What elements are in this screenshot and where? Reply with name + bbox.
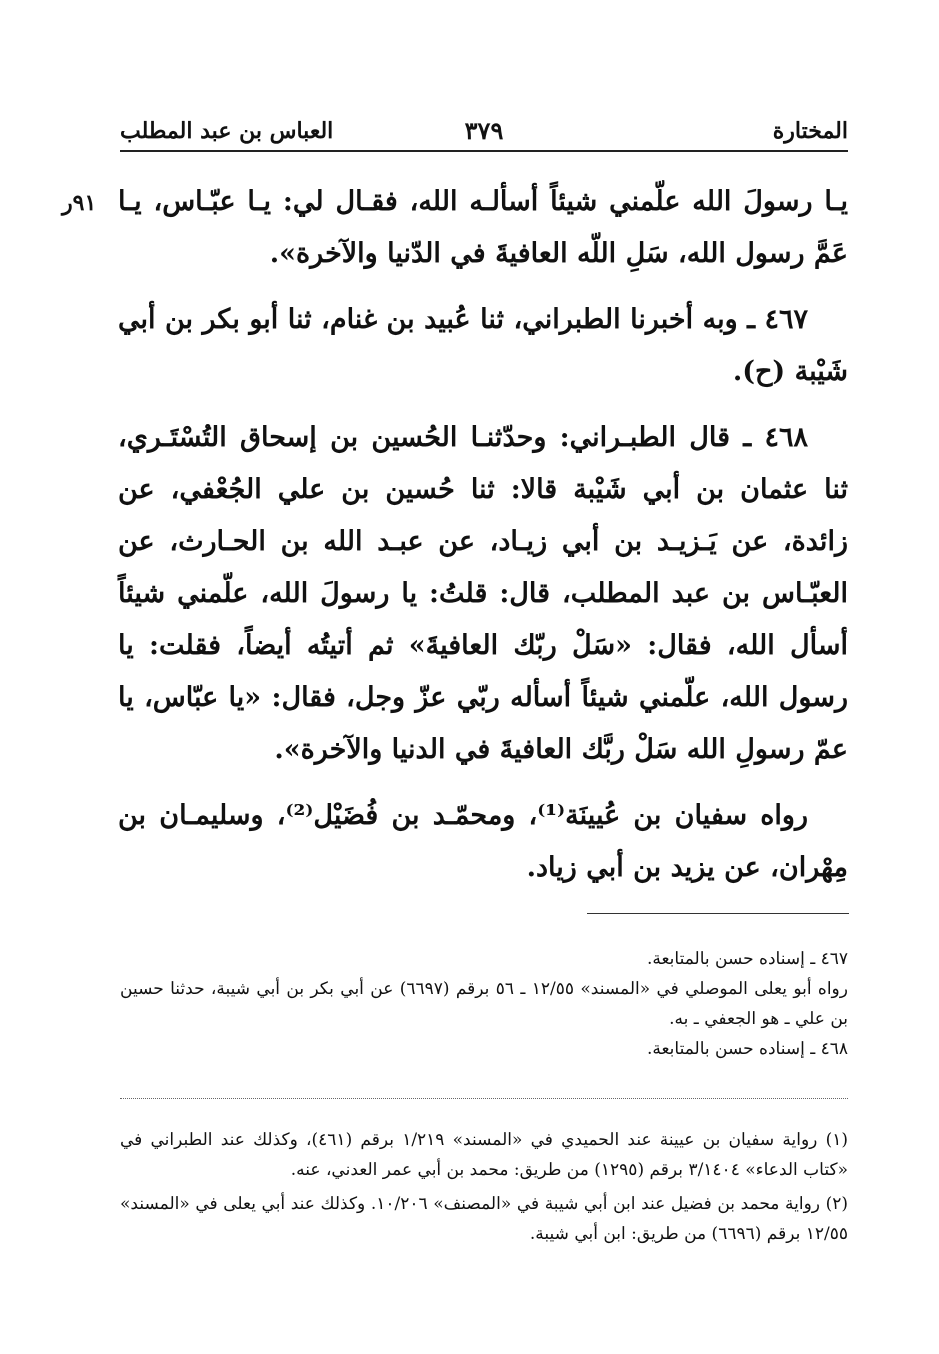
footnote-2: (٢) رواية محمد بن فضيل عند ابن أبي شيبة في «المصنف» ١٠/٢٠٦. وكذلك عند أبي يعلى في «المسند» ١٢/٥٥ برقم (٦٦٩٦) من طريق: ابن أبي شيبة. xyxy=(120,1194,848,1244)
footnote-1: (١) رواية سفيان بن عيينة عند الحميدي في «المسند» ١/٢١٩ برقم (٤٦١)، وكذلك عند الطبراني في «كتاب الدعاء» ٣/١٤٠٤ برقم (١٢٩٥) من طريق: محمد بن أبي عمر العدني، عنه. xyxy=(120,1130,848,1180)
header-chapter-title: العباس بن عبد المطلب xyxy=(120,118,334,144)
note-line: ٤٦٨ ـ إسناده حسن بالمتابعة. xyxy=(646,1039,848,1059)
header-book-title: المختارة xyxy=(772,118,848,144)
footnotes xyxy=(120,1125,848,1253)
hadith-468: ٤٦٨ ـ قال الطبـراني: وحدّثنـا الحُسين بن إسحاق التُسْتَـري، ثنا عثمان بن أبي شَيْبة قالا: ثنا حُسين بن علي الجُعْفي، عن زائدة، عن يَـزيـد بن أبي زيـاد، عن عبـد الله بن الحـارث، عن العبّـاس بن عبد المطلب، قال: قلتُ: يا رسولَ الله، علّمني شيئاً أسأل الله، فقال: «سَلْ ربّك العافيةَ» ثم أتيتُه أيضاً، فقلت: يا رسول الله، علّمني شيئاً أسأله ربّي عزّ وجل، فقال: «يا عبّاس، يا عمّ رسولِ الله سَلْ ربَّك العافيةَ في الدنيا والآخرة». xyxy=(118,422,849,765)
main-paragraph: يـا رسولَ الله علّمني شيئاً أسألـه الله، فقـال لي: يـا عبّـاس، يـا عَمَّ رسول الله، سَلِ اللّه العافيةَ في الدّنيا والآخرة». xyxy=(118,186,848,269)
notes-separator xyxy=(587,913,849,914)
note-line: ٤٦٧ ـ إسناده حسن بالمتابعة. xyxy=(646,949,848,969)
footnotes-separator xyxy=(120,1098,848,1099)
manuscript-folio-marker: ٩١ر xyxy=(62,190,97,216)
note-line: رواه أبو يعلى الموصلي في «المسند» ١٢/٥٥ ـ ٥٦ برقم (٦٦٩٧) عن أبي بكر بن أبي شيبة، حدثنا حسين بن علي ـ هو الجعفي ـ به. xyxy=(120,979,848,1029)
narration-note: رواه سفيان بن عُيينَة⁽¹⁾، ومحمّـد بن فُضَيْل⁽²⁾، وسليمـان بن مِهْران، عن يزيد بن أبي زياد. xyxy=(118,800,848,883)
running-header xyxy=(120,116,848,152)
hadith-467: ٤٦٧ ـ وبه أخبرنا الطبراني، ثنا عُبيد بن غنام، ثنا أبو بكر بن أبي شَيْبة (ح). xyxy=(118,304,848,387)
editor-notes xyxy=(120,944,848,1064)
page-number: ٣٧٩ xyxy=(464,116,504,145)
main-text xyxy=(118,176,848,908)
